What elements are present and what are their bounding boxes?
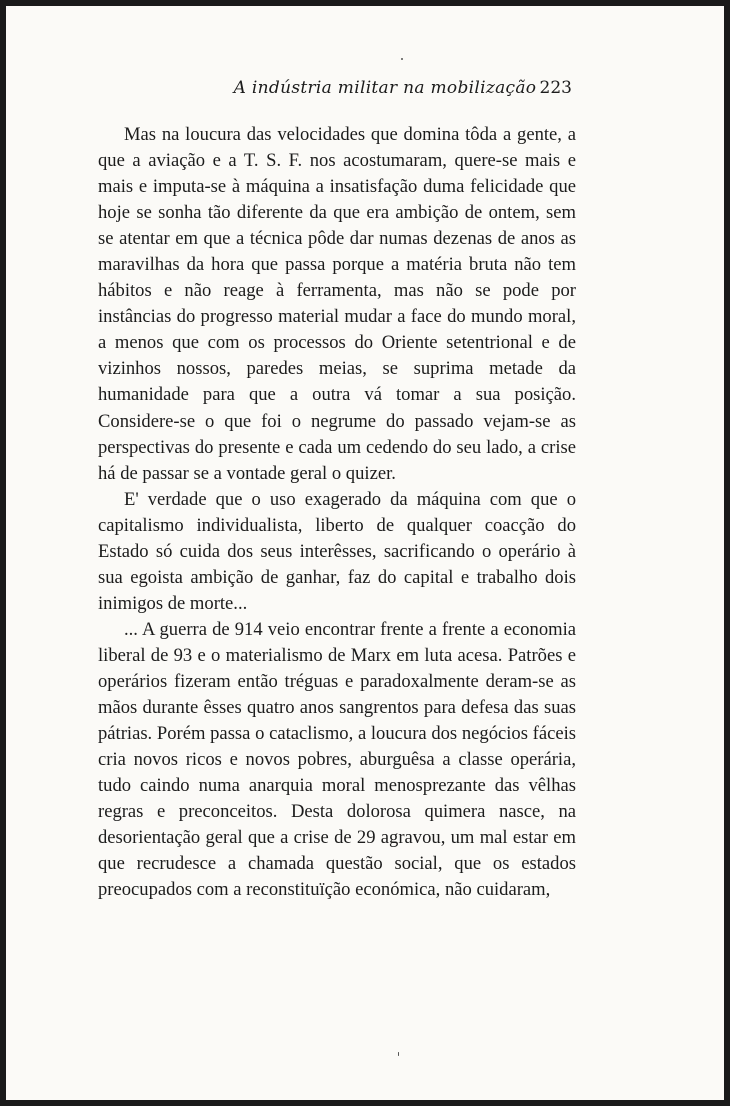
paragraph-1: Mas na loucura das velocidades que domina tôda a gente, a que a aviação e a T. S. F. nos acostumaram, quere-se mais e mais e imputa-se à máquina a insatisfação duma felicidade que hoje se sonha tão diferente da que era ambição de ontem, sem se atentar em que a técnica pôde dar numas dezenas de anos as maravilhas da hora que passa porque a matéria bruta não tem hábitos e não reage à ferramenta, mas não se pode por instâncias do progresso material mudar a face do mundo moral, a menos que com os processos do Oriente setentrional e de vizinhos nossos, paredes meias, se suprima metade da humanidade para que a outra vá tomar a sua posição. Considere-se o que foi o negrume do passado vejam-se as perspectivas do presente e cada um cedendo do seu lado, a crise há de passar se a vontade geral o quizer.: [98, 124, 576, 484]
running-title: A indústria militar na mobilização: [233, 78, 537, 98]
page-number: 223: [539, 78, 572, 98]
book-page: [6, 6, 724, 1100]
paper-speck: [398, 1052, 399, 1056]
paragraph-3: ... A guerra de 914 veio encontrar frente a frente a economia liberal de 93 e o materialismo de Marx em luta acesa. Patrões e operários fizeram então tréguas e paradoxalmente deram-se as mãos durante êsses quatro anos sangrentos para defesa das suas pátrias. Porém passa o cataclismo, a loucura dos negócios fáceis cria novos ricos e novos pobres, aburguêsa a classe operária, tudo caindo numa anarquia moral menosprezante das vêlhas regras e preconceitos. Desta dolorosa quimera nasce, na desorientação geral que a crise de 29 agravou, um mal estar em que recrudesce a chamada questão social, que os estados preocupados com a reconstituïção económica, não cuidaram,: [98, 618, 576, 901]
paragraph-2: E' verdade que o uso exagerado da máquina com que o capitalismo individualista, liberto de qualquer coacção do Estado só cuida dos seus interêsses, sacrificando o operário à sua egoista ambição de ganhar, faz do capital e trabalho dois inimigos de morte...: [98, 488, 576, 614]
body-text: [98, 122, 576, 903]
page-header: [6, 78, 724, 106]
paper-speck: [401, 58, 403, 60]
